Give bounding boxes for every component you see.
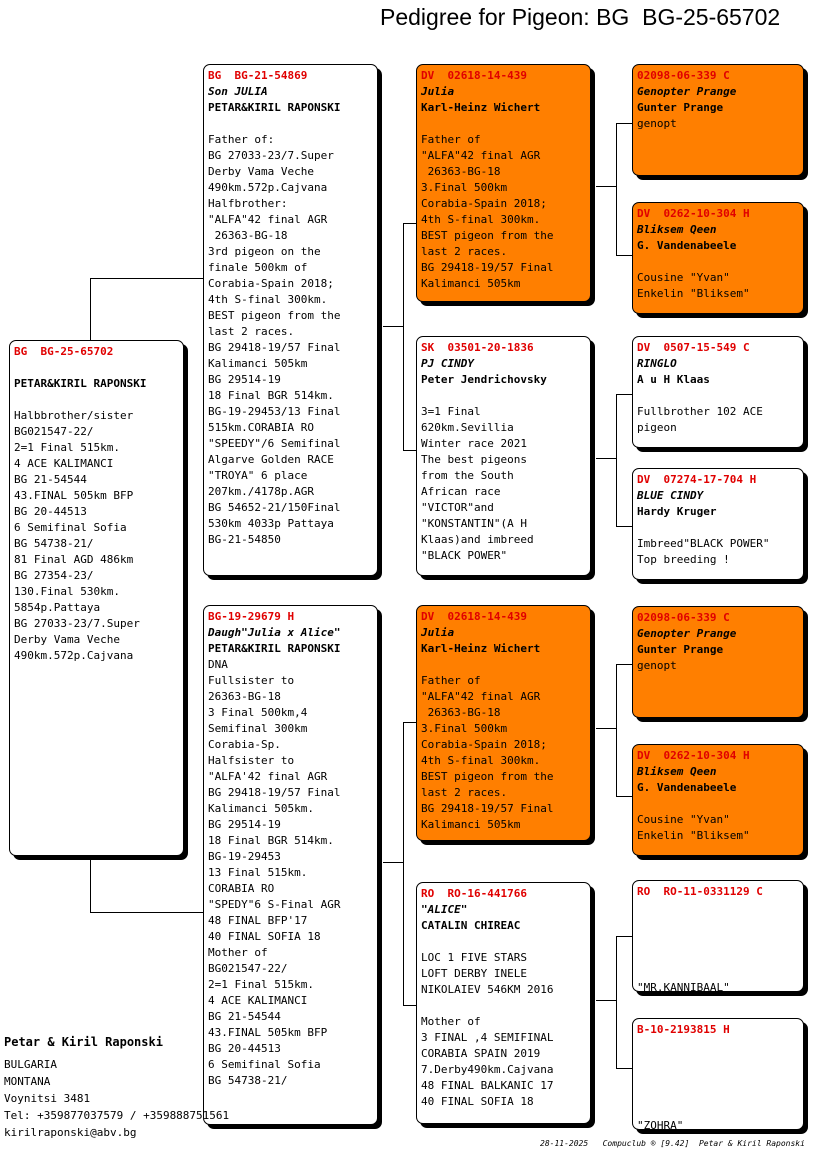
- ring-number: SK 03501-20-1836: [421, 341, 534, 354]
- info-line: 4th S-final 300km.: [208, 293, 328, 306]
- info-line: BG 29418-19/57 Final: [421, 261, 554, 274]
- info-line: 81 Final AGD 486km: [14, 553, 134, 566]
- pigeon-card-dam-sire-sire[interactable]: [632, 606, 804, 718]
- info-line: "SPEDY"6 S-Final AGR: [208, 898, 341, 911]
- pigeon-card-sire-sire[interactable]: [416, 64, 591, 302]
- info-line: 18 Final BGR 514km.: [208, 834, 334, 847]
- info-line: finale 500km of: [208, 261, 308, 274]
- pigeon-name: Julia: [421, 85, 455, 98]
- info-line: "MR.KANNIBAAL": [637, 981, 730, 992]
- connector-line: [90, 278, 91, 340]
- info-line: BG 21-54544: [14, 473, 87, 486]
- info-line: 207km./4178p.AGR: [208, 485, 314, 498]
- info-line: 6 Semifinal Sofia: [208, 1058, 321, 1071]
- owner-name: Gunter Prange: [637, 101, 724, 114]
- info-line: Halfsister to: [208, 754, 295, 767]
- info-line: BG 27354-23/: [14, 569, 94, 582]
- owner-name: [637, 1054, 799, 1070]
- info-line: LOFT DERBY INELE: [421, 967, 527, 980]
- info-line: "SPEEDY"/6 Semifinal: [208, 437, 341, 450]
- connector-line: [616, 796, 632, 797]
- breeder-phone: Tel: +359877037579 / +359888751561: [4, 1109, 230, 1122]
- info-line: BG 20-44513: [208, 1042, 281, 1055]
- info-line: Winter race 2021: [421, 437, 527, 450]
- info-line: [637, 388, 799, 404]
- owner-name: Gunter Prange: [637, 643, 724, 656]
- info-line: 490km.572p.Cajvana: [208, 181, 328, 194]
- connector-line: [616, 936, 632, 937]
- info-line: genopt: [637, 117, 677, 130]
- info-line: pigeon: [637, 421, 677, 434]
- info-line: 3.Final 500km: [421, 722, 508, 735]
- connector-line: [616, 664, 617, 796]
- owner-name: Hardy Kruger: [637, 505, 717, 518]
- info-line: BG 21-54544: [208, 1010, 281, 1023]
- info-line: 26363-BG-18: [421, 165, 501, 178]
- connector-line: [90, 857, 91, 913]
- info-line: "ALFA"42 final AGR: [208, 213, 328, 226]
- info-line: BG021547-22/: [14, 425, 94, 438]
- connector-line: [616, 255, 632, 256]
- ring-number: B-10-2193815 H: [637, 1023, 730, 1036]
- breeder-city: Voynitsi 3481: [4, 1092, 91, 1105]
- info-line: "BLACK POWER": [421, 549, 508, 562]
- pigeon-card-sire-sire-dam[interactable]: [632, 202, 804, 314]
- pigeon-card-dam-sire[interactable]: [416, 605, 591, 841]
- owner-name: PETAR&KIRIL RAPONSKI: [208, 101, 341, 114]
- info-line: BG 29418-19/57 Final: [208, 341, 341, 354]
- info-line: Kalimanci 505km: [421, 277, 521, 290]
- pigeon-name: [14, 360, 179, 376]
- info-line: 40 FINAL SOFIA 18: [208, 930, 321, 943]
- owner-name: CATALIN CHIREAC: [421, 919, 521, 932]
- info-line: Father of:: [208, 133, 275, 146]
- connector-line: [616, 1068, 632, 1069]
- info-line: "ALFA'42 final AGR: [208, 770, 328, 783]
- info-line: BG 29418-19/57 Final: [208, 786, 341, 799]
- ring-number: 02098-06-339 C: [637, 611, 730, 624]
- pigeon-name: Genopter Prange: [637, 627, 737, 640]
- pigeon-card-dam-dam-sire[interactable]: [632, 880, 804, 992]
- info-line: "VICTOR"and: [421, 501, 494, 514]
- info-line: [637, 932, 799, 948]
- pigeon-name: Julia: [421, 626, 455, 639]
- ring-number: DV 0507-15-549 C: [637, 341, 750, 354]
- pigeon-name: [637, 1038, 799, 1054]
- info-line: 5854p.Pattaya: [14, 601, 101, 614]
- info-line: BG-21-54850: [208, 533, 281, 546]
- info-line: BG 29418-19/57 Final: [421, 802, 554, 815]
- info-line: Algarve Golden RACE: [208, 453, 334, 466]
- owner-name: Karl-Heinz Wichert: [421, 642, 541, 655]
- pigeon-card-sire-dam-sire[interactable]: [632, 336, 804, 448]
- pigeon-name: [637, 900, 799, 916]
- ring-number: BG BG-21-54869: [208, 69, 308, 82]
- connector-line: [403, 1005, 417, 1006]
- connector-line: [616, 123, 632, 124]
- connector-line: [616, 526, 632, 527]
- info-line: last 2 races.: [208, 325, 295, 338]
- info-line: Corabia-Spain 2018;: [208, 277, 334, 290]
- connector-line: [403, 450, 417, 451]
- info-line: [637, 1070, 799, 1086]
- pigeon-card-sire-dam-dam[interactable]: [632, 468, 804, 580]
- info-line: BG 29514-19: [208, 818, 281, 831]
- info-line: Fullbrother 102 ACE: [637, 405, 763, 418]
- info-line: DNA: [208, 658, 228, 671]
- ring-number: 02098-06-339 C: [637, 69, 730, 82]
- info-line: "TROYA" 6 place: [208, 469, 308, 482]
- info-line: Semifinal 300km: [208, 722, 308, 735]
- info-line: BG 27033-23/7.Super: [208, 149, 334, 162]
- info-line: BG 29514-19: [208, 373, 281, 386]
- pigeon-card-dam-dam-dam[interactable]: [632, 1018, 804, 1130]
- info-line: from the South: [421, 469, 514, 482]
- info-line: [637, 254, 799, 270]
- info-line: 515km.CORABIA RO: [208, 421, 314, 434]
- info-line: [421, 657, 586, 673]
- ring-number: DV 0262-10-304 H: [637, 749, 750, 762]
- info-line: 3rd pigeon on the: [208, 245, 321, 258]
- info-line: Fullsister to: [208, 674, 295, 687]
- info-line: 490km.572p.Cajvana: [14, 649, 134, 662]
- connector-line: [596, 728, 616, 729]
- pigeon-card-dam[interactable]: [203, 605, 378, 1125]
- info-line: [637, 964, 799, 980]
- info-line: [421, 998, 586, 1014]
- owner-name: PETAR&KIRIL RAPONSKI: [208, 642, 341, 655]
- breeder-region: MONTANA: [4, 1075, 51, 1088]
- info-line: 48 FINAL BALKANIC 17: [421, 1079, 554, 1092]
- ring-number: BG BG-25-65702: [14, 345, 114, 358]
- connector-line: [616, 394, 617, 526]
- info-line: [637, 948, 799, 964]
- info-line: "ZOHRA": [637, 1119, 684, 1130]
- connector-line: [383, 862, 403, 863]
- pigeon-name: "ALICE": [421, 903, 468, 916]
- info-line: 3.Final 500km: [421, 181, 508, 194]
- info-line: CORABIA SPAIN 2019: [421, 1047, 541, 1060]
- info-line: Enkelin "Bliksem": [637, 287, 750, 300]
- pigeon-card-sire-dam[interactable]: [416, 336, 591, 576]
- footer-credit: 28-11-2025 Compuclub ® [9.42] Petar & Kiril Raponski: [540, 1139, 805, 1148]
- pigeon-name: Son JULIA: [208, 85, 268, 98]
- info-line: [637, 1102, 799, 1118]
- info-line: Kalimanci 505km: [421, 818, 521, 831]
- info-line: "KONSTANTIN"(A H: [421, 517, 527, 530]
- owner-name: Peter Jendrichovsky: [421, 373, 547, 386]
- info-line: 4th S-final 300km.: [421, 213, 541, 226]
- info-line: Corabia-Spain 2018;: [421, 197, 547, 210]
- info-line: Cousine "Yvan": [637, 271, 730, 284]
- connector-line: [90, 912, 204, 913]
- connector-line: [616, 123, 617, 255]
- ring-number: DV 0262-10-304 H: [637, 207, 750, 220]
- info-line: BG 20-44513: [14, 505, 87, 518]
- info-line: 530km 4033p Pattaya: [208, 517, 334, 530]
- info-line: [637, 1086, 799, 1102]
- pigeon-name: Daugh"Julia x Alice": [208, 626, 341, 639]
- pigeon-name: Bliksem Qeen: [637, 223, 717, 236]
- ring-number: DV 02618-14-439: [421, 610, 527, 623]
- info-line: 4 ACE KALIMANCI: [208, 994, 308, 1007]
- info-line: 3=1 Final: [421, 405, 481, 418]
- info-line: BEST pigeon from the: [421, 229, 554, 242]
- info-line: 130.Final 530km.: [14, 585, 120, 598]
- ring-number: DV 02618-14-439: [421, 69, 527, 82]
- info-line: Derby Vama Veche: [208, 165, 314, 178]
- info-line: 2=1 Final 515km.: [14, 441, 120, 454]
- pigeon-card-dam-sire-dam[interactable]: [632, 744, 804, 856]
- breeder-name: Petar & Kiril Raponski: [4, 1035, 163, 1049]
- info-line: 3 Final 500km,4: [208, 706, 308, 719]
- info-line: 7.Derby490km.Cajvana: [421, 1063, 554, 1076]
- pigeon-name: BLUE CINDY: [637, 489, 704, 502]
- info-line: [637, 520, 799, 536]
- info-line: 43.FINAL 505km BFP: [14, 489, 134, 502]
- info-line: Top breeding !: [637, 553, 730, 566]
- info-line: BEST pigeon from the: [208, 309, 341, 322]
- info-line: Corabia-Sp.: [208, 738, 281, 751]
- info-line: 4 ACE KALIMANCI: [14, 457, 114, 470]
- owner-name: Karl-Heinz Wichert: [421, 101, 541, 114]
- info-line: 40 FINAL SOFIA 18: [421, 1095, 534, 1108]
- connector-line: [90, 278, 204, 279]
- info-line: BG 27033-23/7.Super: [14, 617, 140, 630]
- info-line: [14, 392, 179, 408]
- info-line: last 2 races.: [421, 786, 508, 799]
- info-line: 26363-BG-18: [421, 706, 501, 719]
- ring-number: DV 07274-17-704 H: [637, 473, 757, 486]
- connector-line: [616, 936, 617, 1068]
- info-line: BG-19-29453/13 Final: [208, 405, 341, 418]
- connector-line: [403, 223, 417, 224]
- connector-line: [403, 722, 404, 1005]
- info-line: BEST pigeon from the: [421, 770, 554, 783]
- info-line: Father of: [421, 674, 481, 687]
- info-line: last 2 races.: [421, 245, 508, 258]
- info-line: Klaas)and imbreed: [421, 533, 534, 546]
- info-line: Halbbrother/sister: [14, 409, 134, 422]
- info-line: Kalimanci 505km: [208, 357, 308, 370]
- pigeon-card-dam-dam[interactable]: [416, 882, 591, 1124]
- info-line: 26363-BG-18: [208, 690, 281, 703]
- info-line: "ALFA"42 final AGR: [421, 149, 541, 162]
- connector-line: [596, 1000, 616, 1001]
- connector-line: [403, 223, 404, 450]
- info-line: Derby Vama Veche: [14, 633, 120, 646]
- info-line: 48 FINAL BFP'17: [208, 914, 308, 927]
- pigeon-name: RINGLO: [637, 357, 677, 370]
- info-line: [421, 934, 586, 950]
- owner-name: G. Vandenabeele: [637, 781, 737, 794]
- pigeon-name: Genopter Prange: [637, 85, 737, 98]
- info-line: 3 FINAL ,4 SEMIFINAL: [421, 1031, 554, 1044]
- info-line: "ALFA"42 final AGR: [421, 690, 541, 703]
- info-line: 26363-BG-18: [208, 229, 288, 242]
- info-line: Kalimanci 505km.: [208, 802, 314, 815]
- info-line: [421, 388, 586, 404]
- connector-line: [616, 394, 632, 395]
- info-line: 6 Semifinal Sofia: [14, 521, 127, 534]
- info-line: BG 54652-21/150Final: [208, 501, 341, 514]
- pigeon-card-sire[interactable]: [203, 64, 378, 576]
- connector-line: [596, 458, 616, 459]
- owner-name: A u H Klaas: [637, 373, 710, 386]
- connector-line: [616, 664, 632, 665]
- info-line: NIKOLAIEV 546KM 2016: [421, 983, 554, 996]
- ring-number: BG-19-29679 H: [208, 610, 295, 623]
- owner-name: PETAR&KIRIL RAPONSKI: [14, 377, 147, 390]
- info-line: Cousine "Yvan": [637, 813, 730, 826]
- pigeon-card-subject[interactable]: [9, 340, 184, 856]
- info-line: 620km.Sevillia: [421, 421, 514, 434]
- info-line: African race: [421, 485, 501, 498]
- connector-line: [383, 326, 403, 327]
- info-line: [421, 116, 586, 132]
- pigeon-name: Bliksem Qeen: [637, 765, 717, 778]
- pigeon-card-sire-sire-sire[interactable]: [632, 64, 804, 176]
- info-line: Halfbrother:: [208, 197, 288, 210]
- owner-name: G. Vandenabeele: [637, 239, 737, 252]
- info-line: LOC 1 FIVE STARS: [421, 951, 527, 964]
- breeder-email[interactable]: kirilraponski@abv.bg: [4, 1126, 137, 1139]
- info-line: BG021547-22/: [208, 962, 288, 975]
- ring-number: RO RO-11-0331129 C: [637, 885, 763, 898]
- info-line: 13 Final 515km.: [208, 866, 308, 879]
- breeder-country: BULGARIA: [4, 1058, 57, 1071]
- info-line: [208, 116, 373, 132]
- info-line: 4th S-final 300km.: [421, 754, 541, 767]
- connector-line: [596, 186, 616, 187]
- pigeon-name: PJ CINDY: [421, 357, 474, 370]
- info-line: [637, 796, 799, 812]
- info-line: Enkelin "Bliksem": [637, 829, 750, 842]
- info-line: Imbreed"BLACK POWER": [637, 537, 770, 550]
- connector-line: [403, 722, 417, 723]
- info-line: 43.FINAL 505km BFP: [208, 1026, 328, 1039]
- info-line: BG 54738-21/: [14, 537, 94, 550]
- info-line: Mother of: [208, 946, 268, 959]
- info-line: Mother of: [421, 1015, 481, 1028]
- breeder-contact: [4, 1034, 229, 1141]
- ring-number: RO RO-16-441766: [421, 887, 527, 900]
- info-line: BG-19-29453: [208, 850, 281, 863]
- info-line: CORABIA RO: [208, 882, 275, 895]
- page-title: Pedigree for Pigeon: BG BG-25-65702: [380, 4, 781, 30]
- info-line: The best pigeons: [421, 453, 527, 466]
- info-line: Corabia-Spain 2018;: [421, 738, 547, 751]
- owner-name: [637, 916, 799, 932]
- info-line: genopt: [637, 659, 677, 672]
- info-line: 2=1 Final 515km.: [208, 978, 314, 991]
- info-line: BG 54738-21/: [208, 1074, 288, 1087]
- info-line: 18 Final BGR 514km.: [208, 389, 334, 402]
- info-line: Father of: [421, 133, 481, 146]
